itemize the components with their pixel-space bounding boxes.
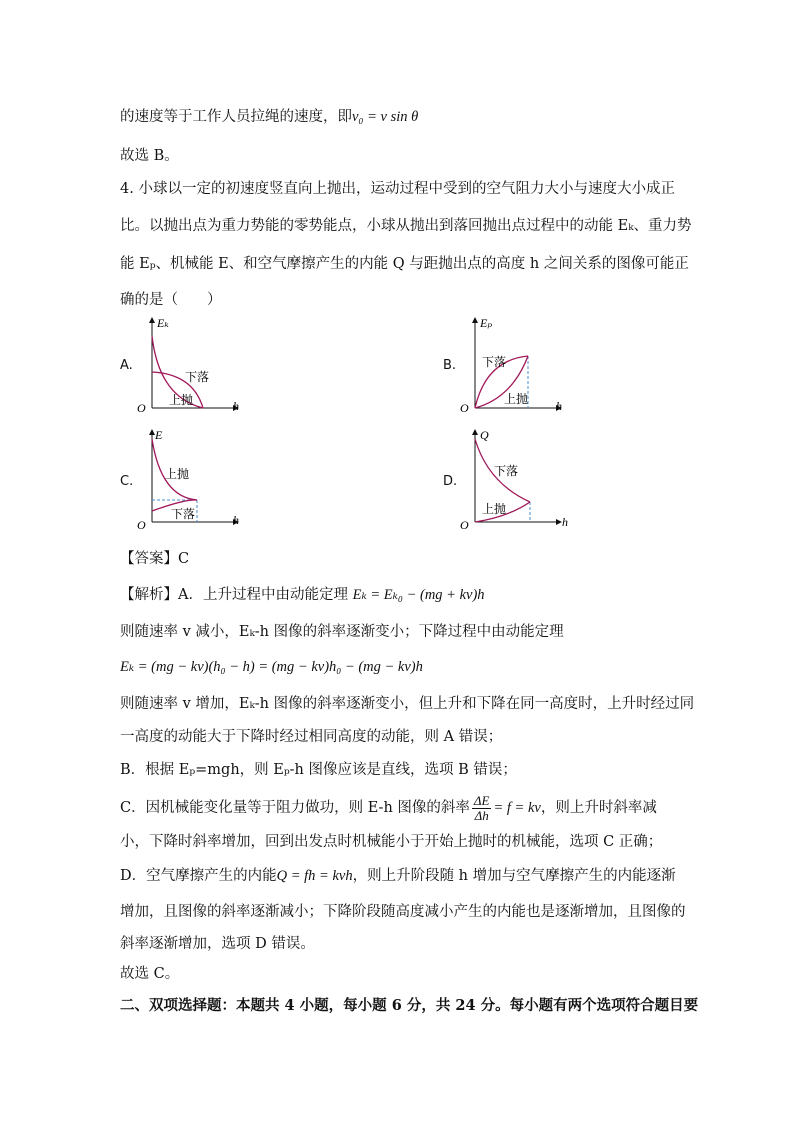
- graph-c: [135, 425, 255, 533]
- text-segment: D．空气摩擦产生的内能: [120, 868, 277, 884]
- analysis-line-d3: 斜率逐渐增加，选项 D 错误。: [120, 936, 315, 952]
- fraction: [472, 794, 492, 823]
- formula: Q = fh = kvh: [276, 868, 353, 884]
- analysis-line-d2: 增加，且图像的斜率逐渐减小；下降阶段随高度减小产生的内能也是逐渐增加，且图像的: [120, 904, 686, 920]
- curve-label-up: 上抛: [165, 467, 190, 481]
- origin-label: O: [460, 518, 469, 532]
- curve-label-down: 下落: [482, 355, 507, 369]
- y-axis-label: E: [155, 428, 163, 442]
- option-c-label: C.: [120, 474, 134, 489]
- x-axis-label: h: [556, 399, 562, 413]
- section-heading: 二、双项选择题：本题共 4 小题，每小题 6 分，共 24 分。每小题有两个选项符合题目要: [120, 997, 699, 1014]
- text-line: [120, 107, 418, 127]
- option-b-label: B.: [443, 358, 457, 373]
- analysis-line-a5: 一高度的动能大于下降时经过相同高度的动能，则 A 错误；: [120, 729, 503, 745]
- x-axis-label: h: [562, 515, 568, 529]
- question-line-4: 确的是（ ）: [120, 292, 222, 308]
- graph-d: [458, 425, 578, 533]
- formula: Eₖ = (mg − kv)(h₀ − h) = (mg − kv)h₀ − (mg − kv)h: [120, 659, 423, 675]
- question-line-1: 4. 小球以一定的初速度竖直向上抛出，运动过程中受到的空气阻力大小与速度大小成正: [120, 181, 675, 197]
- analysis-tag: 【解析】: [120, 587, 178, 603]
- curve-label-up: 上抛: [482, 502, 507, 516]
- graph-a: [135, 312, 255, 416]
- fraction-denominator: Δh: [474, 807, 489, 823]
- analysis-line-c1: [120, 792, 657, 824]
- analysis-line-a3: [120, 657, 423, 677]
- analysis-line-a2: 则随速率 v 减小，Eₖ-h 图像的斜率逐渐变小；下降过程中由动能定理: [120, 624, 564, 640]
- answer-line: [120, 549, 189, 569]
- x-axis-label: h: [233, 399, 239, 413]
- curve-label-down: 下落: [171, 507, 196, 521]
- text-segment: ，则上升阶段随 h 增加与空气摩擦产生的内能逐渐: [352, 868, 676, 884]
- formula: = f = kv: [493, 800, 541, 816]
- analysis-line-c2: 小，下降时斜率增加，回到出发点时机械能小于开始上抛时的机械能，选项 C 正确；: [120, 834, 663, 850]
- text-line: 故选 B。: [120, 148, 179, 164]
- answer-tag: 【答案】: [120, 551, 178, 567]
- fraction-numerator: ΔE: [473, 792, 490, 808]
- analysis-line-b1: B．根据 Eₚ=mgh，则 Eₚ-h 图像应该是直线，选项 B 错误；: [120, 762, 517, 778]
- curve-label-down: 下落: [494, 464, 519, 478]
- text-segment: C．因机械能变化量等于阻力做功，则 E-h 图像的斜率: [120, 800, 470, 816]
- formula: Eₖ = Eₖ₀ − (mg + kv)h: [352, 587, 485, 603]
- formula: v₀ = v sin θ: [352, 109, 419, 125]
- graph-b: [458, 312, 578, 416]
- text-segment: 的速度等于工作人员拉绳的速度，即: [120, 109, 352, 125]
- answer-value: C: [178, 551, 190, 567]
- x-axis-label: h: [233, 513, 239, 527]
- text-segment: A．上升过程中由动能定理: [178, 587, 348, 603]
- y-axis-label: Eₚ: [480, 316, 493, 330]
- option-d-label: D.: [443, 474, 458, 489]
- curve-label-up: 上抛: [169, 393, 194, 407]
- analysis-line-a4: 则随速率 v 增加，Eₖ-h 图像的斜率逐渐变小，但上升和下降在同一高度时，上升时经过同: [120, 696, 695, 712]
- y-axis-label: Q: [480, 428, 489, 442]
- origin-label: O: [460, 401, 469, 415]
- question-line-2: 比。以抛出点为重力势能的零势能点，小球从抛出到落回抛出点过程中的动能 Eₖ、重力势: [120, 218, 692, 234]
- conclusion: 故选 C。: [120, 966, 180, 982]
- analysis-line-a1: [120, 585, 485, 605]
- text-segment: ，则上升时斜率减: [540, 800, 657, 816]
- origin-label: O: [137, 401, 146, 415]
- question-line-3: 能 Eₚ、机械能 E、和空气摩擦产生的内能 Q 与距抛出点的高度 h 之间关系的图像可能正: [120, 256, 689, 272]
- analysis-line-d1: [120, 866, 676, 886]
- curve-label-down: 下落: [185, 370, 210, 384]
- option-a-label: A.: [120, 358, 133, 373]
- curve-label-up: 上抛: [504, 392, 529, 406]
- y-axis-label: Eₖ: [157, 316, 169, 330]
- origin-label: O: [137, 518, 146, 532]
